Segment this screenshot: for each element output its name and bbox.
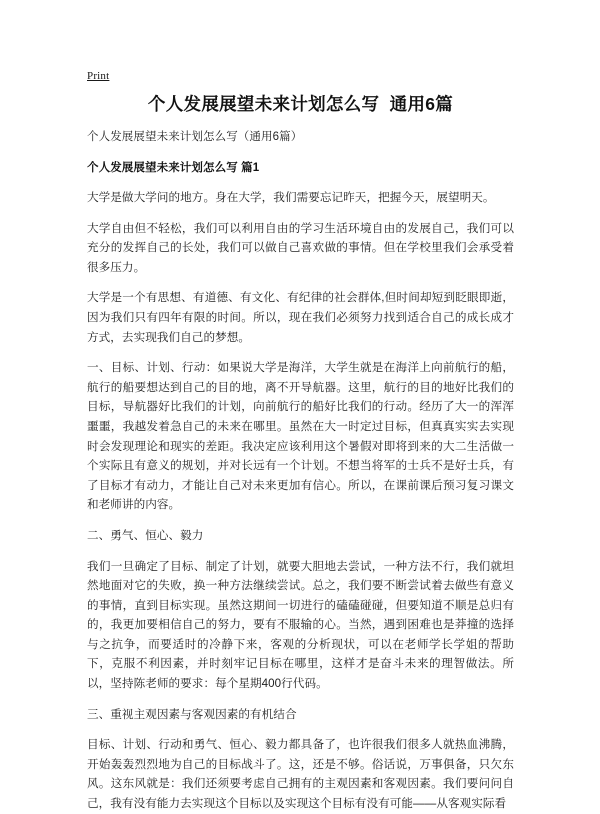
- body-paragraph-6: 目标、计划、行动和勇气、恒心、毅力都具备了，也许很我们很多人就热血沸腾，开始轰轰烈烈地为自己的目标战斗了。这，还是不够。俗话说，万事俱备，只欠东风。这东风就是：我们还须要考虑自己拥有的主观因素和客观因素。我们要问问自己，我有没有能力去实现这个目标以及实现这个目标有没有可能——从客观实际看: [87, 738, 514, 811]
- subheading-three: 三、重视主观因素与客观因素的有机结合: [87, 707, 297, 721]
- subheading-two: 二、勇气、恒心、毅力: [87, 528, 204, 542]
- body-paragraph-4: 一、目标、计划、行动：如果说大学是海洋，大学生就是在海洋上向前航行的船，航行的船要想达到自己的目的地，离不开导航器。这里，航行的目的地好比我们的目标，导航器好比我们的计划，向前航行的船好比我们的行动。经历了大一的浑浑噩噩，我越发着急自己的未来在哪里。虽然在大一时定过目标，但真真实实去实现时会发现理论和现实的差距。我决定应该利用这个暑假对即将到来的大二生活做一个实际且有意义的规划，并对长远有一个计划。不想当将军的士兵不是好士兵，有了目标才有动力，才能让自己对未来更加有信心。所以，在课前课后预习复习课文和老师讲的内容。: [87, 361, 514, 512]
- body-paragraph-1: 大学是做大学问的地方。身在大学，我们需要忘记昨天，把握今天，展望明天。: [87, 191, 495, 204]
- document-subtitle: 个人发展展望未来计划怎么写（通用6篇）: [87, 131, 303, 143]
- print-link[interactable]: Print: [87, 70, 110, 82]
- body-paragraph-5: 我们一旦确定了目标、制定了计划，就要大胆地去尝试，一种方法不行，我们就坦然地面对它的失败，换一种方法继续尝试。总之，我们要不断尝试着去做些有意义的事情，直到目标实现。虽然这期间一切进行的磕磕碰碰，但要知道不顺是总归有的，我更加要相信自己的努力，要有不服输的心。当然，遇到困难也是莽撞的选择与之抗争，而要适时的冷静下来，客观的分析现状，可以在老师学长学姐的帮助下，克服不利因素，并时刻牢记目标在哪里，这样才是奋斗未来的理智做法。所以，坚持陈老师的要求：每个星期400行代码。: [87, 559, 514, 691]
- section-heading-pian1: 个人发展展望未来计划怎么写 篇1: [87, 162, 260, 174]
- document-content: [87, 92, 514, 814]
- page-title: 个人发展展望未来计划怎么写 通用6篇: [147, 94, 454, 114]
- body-paragraph-2: 大学自由但不轻松，我们可以利用自由的学习生活环境自由的发展自己，我们可以充分的发挥自己的长处，我们可以做自己喜欢做的事情。但在学校里我们会承受着很多压力。: [87, 221, 514, 274]
- body-paragraph-3: 大学是一个有思想、有道德、有文化、有纪律的社会群体,但时间却短到眨眼即逝，因为我们只有四年有限的时间。所以，现在我们必须努力找到适合自己的成长成才方式，去实现我们自己的梦想。: [87, 291, 514, 344]
